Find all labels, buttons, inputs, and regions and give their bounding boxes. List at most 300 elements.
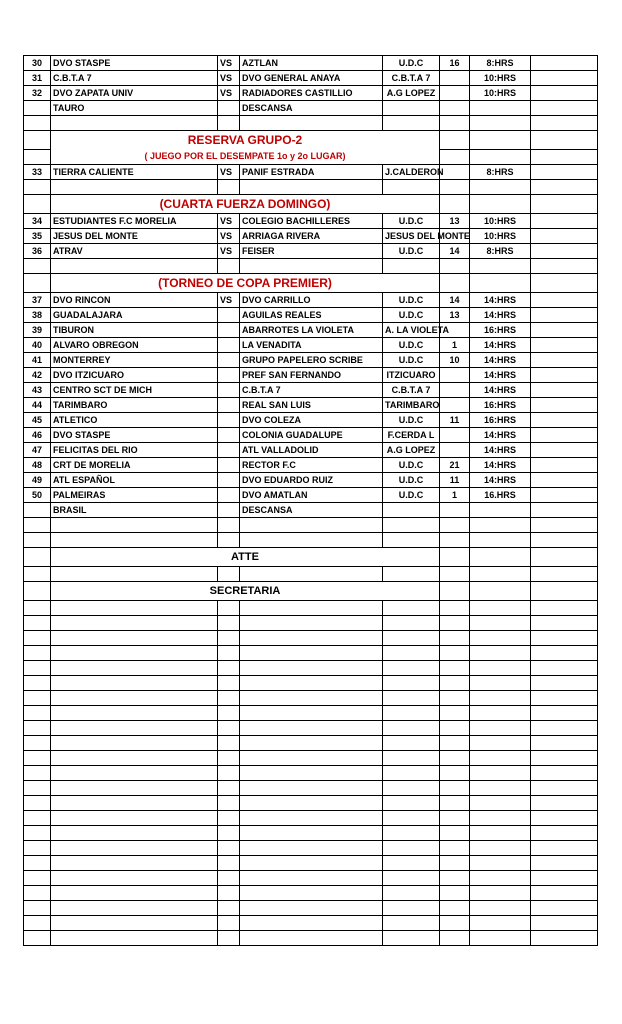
empty-cell xyxy=(440,533,470,548)
field-number: 16 xyxy=(440,56,470,71)
home-team: FELICITAS DEL RIO xyxy=(51,443,218,458)
kickoff-time: 14:HRS xyxy=(470,383,531,398)
empty-cell xyxy=(383,796,440,811)
venue: U.D.C xyxy=(383,353,440,368)
notes-cell xyxy=(531,71,598,86)
match-row xyxy=(24,503,598,518)
empty-cell xyxy=(24,676,51,691)
field-number xyxy=(440,503,470,518)
empty-cell xyxy=(470,661,531,676)
empty-cell xyxy=(218,931,240,946)
empty-cell xyxy=(470,751,531,766)
away-team: DVO AMATLAN xyxy=(240,488,383,503)
match-row xyxy=(24,293,598,308)
away-team: PANIF ESTRADA xyxy=(240,165,383,180)
empty-cell xyxy=(470,548,531,567)
empty-cell xyxy=(24,582,51,601)
empty-cell xyxy=(531,195,598,214)
empty-cell xyxy=(440,781,470,796)
empty-cell xyxy=(470,518,531,533)
empty-cell xyxy=(218,706,240,721)
match-row xyxy=(24,458,598,473)
blank-row xyxy=(24,616,598,631)
away-team: FEISER xyxy=(240,244,383,259)
versus-label xyxy=(218,398,240,413)
match-number: 37 xyxy=(24,293,51,308)
empty-cell xyxy=(440,131,470,150)
empty-cell xyxy=(440,518,470,533)
section-title-copa-row xyxy=(24,274,598,293)
notes-cell xyxy=(531,244,598,259)
venue: A. LA VIOLETA xyxy=(383,323,440,338)
empty-cell xyxy=(24,916,51,931)
notes-cell xyxy=(531,488,598,503)
empty-cell xyxy=(531,180,598,195)
empty-cell xyxy=(383,841,440,856)
empty-cell xyxy=(240,871,383,886)
empty-cell xyxy=(531,631,598,646)
venue xyxy=(383,503,440,518)
secretaria-label-row xyxy=(24,582,598,601)
empty-cell xyxy=(218,901,240,916)
kickoff-time: 10:HRS xyxy=(470,86,531,101)
empty-cell xyxy=(531,601,598,616)
home-team: ATRAV xyxy=(51,244,218,259)
versus-label xyxy=(218,101,240,116)
empty-cell xyxy=(218,796,240,811)
empty-cell xyxy=(51,826,218,841)
away-team: REAL SAN LUIS xyxy=(240,398,383,413)
empty-cell xyxy=(24,131,51,150)
blank-row xyxy=(24,706,598,721)
empty-cell xyxy=(531,916,598,931)
empty-cell xyxy=(218,676,240,691)
blank-row xyxy=(24,567,598,582)
venue: U.D.C xyxy=(383,244,440,259)
empty-cell xyxy=(470,567,531,582)
empty-cell xyxy=(440,567,470,582)
match-row xyxy=(24,56,598,71)
empty-cell xyxy=(440,916,470,931)
empty-cell xyxy=(440,871,470,886)
empty-cell xyxy=(218,631,240,646)
empty-cell xyxy=(51,518,218,533)
empty-cell xyxy=(470,533,531,548)
field-number: 11 xyxy=(440,413,470,428)
empty-cell xyxy=(240,676,383,691)
notes-cell xyxy=(531,86,598,101)
atte-label-row xyxy=(24,548,598,567)
empty-cell xyxy=(470,116,531,131)
notes-cell xyxy=(531,383,598,398)
empty-cell xyxy=(24,841,51,856)
away-team: ATL VALLADOLID xyxy=(240,443,383,458)
blank-row xyxy=(24,796,598,811)
empty-cell xyxy=(51,766,218,781)
blank-row xyxy=(24,518,598,533)
kickoff-time: 14:HRS xyxy=(470,428,531,443)
versus-label: VS xyxy=(218,86,240,101)
empty-cell xyxy=(240,736,383,751)
empty-cell xyxy=(470,706,531,721)
match-number: 44 xyxy=(24,398,51,413)
empty-cell xyxy=(240,931,383,946)
empty-cell xyxy=(383,631,440,646)
empty-cell xyxy=(51,259,218,274)
notes-cell xyxy=(531,308,598,323)
empty-cell xyxy=(240,841,383,856)
versus-label xyxy=(218,488,240,503)
field-number xyxy=(440,101,470,116)
empty-cell xyxy=(531,751,598,766)
match-row xyxy=(24,338,598,353)
empty-cell xyxy=(383,601,440,616)
empty-cell xyxy=(24,796,51,811)
versus-label: VS xyxy=(218,293,240,308)
section-title-cuarta: (CUARTA FUERZA DOMINGO) xyxy=(159,196,331,211)
empty-cell xyxy=(531,901,598,916)
notes-cell xyxy=(531,353,598,368)
empty-cell xyxy=(24,766,51,781)
empty-cell xyxy=(531,796,598,811)
empty-cell xyxy=(24,631,51,646)
empty-cell xyxy=(531,856,598,871)
empty-cell xyxy=(383,259,440,274)
empty-cell xyxy=(470,582,531,601)
empty-cell xyxy=(51,871,218,886)
empty-cell xyxy=(470,616,531,631)
field-number: 1 xyxy=(440,488,470,503)
notes-cell xyxy=(531,101,598,116)
empty-cell xyxy=(51,676,218,691)
empty-cell xyxy=(531,676,598,691)
field-number xyxy=(440,398,470,413)
home-team: TIERRA CALIENTE xyxy=(51,165,218,180)
notes-cell xyxy=(531,165,598,180)
empty-cell xyxy=(383,661,440,676)
empty-cell xyxy=(383,856,440,871)
notes-cell xyxy=(531,229,598,244)
empty-cell xyxy=(240,116,383,131)
blank-row xyxy=(24,116,598,131)
empty-cell xyxy=(531,736,598,751)
empty-cell xyxy=(240,811,383,826)
empty-cell xyxy=(24,781,51,796)
notes-cell xyxy=(531,398,598,413)
section-title-reserva: RESERVA GRUPO-2 xyxy=(187,132,303,147)
empty-cell xyxy=(218,180,240,195)
empty-cell xyxy=(51,601,218,616)
empty-cell xyxy=(470,826,531,841)
away-team: LA VENADITA xyxy=(240,338,383,353)
empty-cell xyxy=(240,646,383,661)
match-row xyxy=(24,308,598,323)
empty-cell xyxy=(218,781,240,796)
empty-cell xyxy=(531,826,598,841)
empty-cell xyxy=(440,841,470,856)
empty-cell xyxy=(218,616,240,631)
versus-label: VS xyxy=(218,56,240,71)
empty-cell xyxy=(470,916,531,931)
blank-row xyxy=(24,841,598,856)
notes-cell xyxy=(531,323,598,338)
away-team: ARRIAGA RIVERA xyxy=(240,229,383,244)
kickoff-time xyxy=(470,101,531,116)
empty-cell xyxy=(240,601,383,616)
empty-cell xyxy=(240,721,383,736)
field-number xyxy=(440,368,470,383)
empty-cell xyxy=(383,721,440,736)
versus-label xyxy=(218,323,240,338)
kickoff-time: 16:HRS xyxy=(470,323,531,338)
empty-cell xyxy=(240,781,383,796)
empty-cell xyxy=(240,916,383,931)
versus-label xyxy=(218,473,240,488)
section-title-reserva-row xyxy=(24,131,598,150)
empty-cell xyxy=(240,567,383,582)
empty-cell xyxy=(470,856,531,871)
empty-cell xyxy=(218,736,240,751)
empty-cell xyxy=(218,916,240,931)
home-team: DVO RINCON xyxy=(51,293,218,308)
kickoff-time: 14:HRS xyxy=(470,473,531,488)
versus-label xyxy=(218,383,240,398)
match-number: 31 xyxy=(24,71,51,86)
kickoff-time: 14:HRS xyxy=(470,368,531,383)
section-title-cuarta-row xyxy=(24,195,598,214)
empty-cell xyxy=(24,706,51,721)
empty-cell xyxy=(51,661,218,676)
match-number: 48 xyxy=(24,458,51,473)
empty-cell xyxy=(531,886,598,901)
match-row xyxy=(24,323,598,338)
empty-cell xyxy=(531,548,598,567)
empty-cell xyxy=(440,691,470,706)
empty-cell xyxy=(24,274,51,293)
empty-cell xyxy=(218,811,240,826)
empty-cell xyxy=(240,706,383,721)
field-number: 13 xyxy=(440,308,470,323)
empty-cell xyxy=(440,661,470,676)
versus-label xyxy=(218,458,240,473)
empty-cell xyxy=(24,533,51,548)
match-row xyxy=(24,398,598,413)
empty-cell xyxy=(218,751,240,766)
versus-label: VS xyxy=(218,244,240,259)
versus-label: VS xyxy=(218,214,240,229)
home-team: DVO STASPE xyxy=(51,428,218,443)
notes-cell xyxy=(531,338,598,353)
empty-cell xyxy=(383,706,440,721)
match-number xyxy=(24,503,51,518)
blank-row xyxy=(24,826,598,841)
kickoff-time: 14:HRS xyxy=(470,338,531,353)
empty-cell xyxy=(24,871,51,886)
match-number: 46 xyxy=(24,428,51,443)
empty-cell xyxy=(531,646,598,661)
empty-cell xyxy=(24,691,51,706)
empty-cell xyxy=(51,811,218,826)
field-number xyxy=(440,428,470,443)
venue: ITZICUARO xyxy=(383,368,440,383)
match-row xyxy=(24,488,598,503)
empty-cell xyxy=(24,736,51,751)
empty-cell xyxy=(470,841,531,856)
versus-label xyxy=(218,338,240,353)
empty-cell xyxy=(383,518,440,533)
match-row xyxy=(24,383,598,398)
empty-cell xyxy=(51,886,218,901)
kickoff-time: 10:HRS xyxy=(470,229,531,244)
empty-cell xyxy=(383,567,440,582)
venue: U.D.C xyxy=(383,293,440,308)
venue: U.D.C xyxy=(383,56,440,71)
match-number: 30 xyxy=(24,56,51,71)
match-row xyxy=(24,214,598,229)
empty-cell xyxy=(24,901,51,916)
empty-cell xyxy=(51,706,218,721)
empty-cell xyxy=(383,691,440,706)
empty-cell xyxy=(24,811,51,826)
empty-cell xyxy=(470,274,531,293)
empty-cell xyxy=(240,259,383,274)
schedule-table xyxy=(23,55,598,946)
home-team: PALMEIRAS xyxy=(51,488,218,503)
empty-cell xyxy=(240,796,383,811)
match-row xyxy=(24,71,598,86)
empty-cell xyxy=(24,180,51,195)
empty-cell xyxy=(440,676,470,691)
section-subtitle-reserva: ( JUEGO POR EL DESEMPATE 1o y 2o LUGAR) xyxy=(144,151,346,162)
blank-row xyxy=(24,871,598,886)
empty-cell xyxy=(383,676,440,691)
empty-cell xyxy=(218,259,240,274)
empty-cell xyxy=(440,548,470,567)
versus-label xyxy=(218,503,240,518)
venue: C.B.T.A 7 xyxy=(383,71,440,86)
empty-cell xyxy=(470,631,531,646)
away-team: COLONIA GUADALUPE xyxy=(240,428,383,443)
empty-cell xyxy=(240,661,383,676)
field-number: 13 xyxy=(440,214,470,229)
atte-label: ATTE xyxy=(231,550,259,563)
empty-cell xyxy=(470,796,531,811)
notes-cell xyxy=(531,458,598,473)
empty-cell xyxy=(240,826,383,841)
empty-cell xyxy=(24,616,51,631)
empty-cell xyxy=(51,691,218,706)
empty-cell xyxy=(531,116,598,131)
empty-cell xyxy=(531,150,598,165)
empty-cell xyxy=(51,736,218,751)
empty-cell xyxy=(531,616,598,631)
match-number: 42 xyxy=(24,368,51,383)
empty-cell xyxy=(440,616,470,631)
empty-cell xyxy=(440,811,470,826)
empty-cell xyxy=(383,736,440,751)
empty-cell xyxy=(531,781,598,796)
empty-cell xyxy=(218,841,240,856)
empty-cell xyxy=(440,601,470,616)
empty-cell xyxy=(440,736,470,751)
empty-cell xyxy=(470,131,531,150)
empty-cell xyxy=(531,811,598,826)
home-team: TAURO xyxy=(51,101,218,116)
kickoff-time: 8:HRS xyxy=(470,165,531,180)
venue: U.D.C xyxy=(383,338,440,353)
field-number xyxy=(440,165,470,180)
kickoff-time: 14:HRS xyxy=(470,293,531,308)
empty-cell xyxy=(240,533,383,548)
away-team: PREF SAN FERNANDO xyxy=(240,368,383,383)
empty-cell xyxy=(470,811,531,826)
empty-cell xyxy=(440,582,470,601)
empty-cell xyxy=(24,567,51,582)
notes-cell xyxy=(531,443,598,458)
empty-cell xyxy=(383,826,440,841)
empty-cell xyxy=(531,931,598,946)
empty-cell xyxy=(24,518,51,533)
home-team: CENTRO SCT DE MICH xyxy=(51,383,218,398)
venue: A.G LOPEZ xyxy=(383,443,440,458)
empty-cell xyxy=(470,721,531,736)
empty-cell xyxy=(51,646,218,661)
empty-cell xyxy=(51,116,218,131)
home-team: TARIMBARO xyxy=(51,398,218,413)
empty-cell xyxy=(440,901,470,916)
venue: U.D.C xyxy=(383,308,440,323)
empty-cell xyxy=(24,116,51,131)
empty-cell xyxy=(470,195,531,214)
blank-row xyxy=(24,931,598,946)
blank-row xyxy=(24,736,598,751)
kickoff-time: 8:HRS xyxy=(470,56,531,71)
section-title-copa: (TORNEO DE COPA PREMIER) xyxy=(158,275,332,290)
empty-cell xyxy=(51,751,218,766)
match-number: 40 xyxy=(24,338,51,353)
empty-cell xyxy=(51,533,218,548)
blank-row xyxy=(24,691,598,706)
empty-cell xyxy=(470,736,531,751)
empty-cell xyxy=(440,259,470,274)
empty-cell xyxy=(531,691,598,706)
empty-cell xyxy=(440,274,470,293)
empty-cell xyxy=(51,856,218,871)
empty-cell xyxy=(218,646,240,661)
empty-cell xyxy=(240,180,383,195)
empty-cell xyxy=(531,533,598,548)
empty-cell xyxy=(51,796,218,811)
empty-cell xyxy=(218,856,240,871)
empty-cell xyxy=(51,931,218,946)
versus-label xyxy=(218,428,240,443)
home-team: C.B.T.A 7 xyxy=(51,71,218,86)
blank-row xyxy=(24,916,598,931)
secretaria-label: SECRETARIA xyxy=(209,584,281,597)
kickoff-time: 14:HRS xyxy=(470,458,531,473)
notes-cell xyxy=(531,503,598,518)
empty-cell xyxy=(383,781,440,796)
empty-cell xyxy=(24,195,51,214)
empty-cell xyxy=(383,901,440,916)
match-row xyxy=(24,443,598,458)
section-subtitle-reserva-row xyxy=(24,150,598,165)
home-team: ATLETICO xyxy=(51,413,218,428)
match-number: 35 xyxy=(24,229,51,244)
empty-cell xyxy=(24,150,51,165)
empty-cell xyxy=(531,721,598,736)
match-number: 36 xyxy=(24,244,51,259)
